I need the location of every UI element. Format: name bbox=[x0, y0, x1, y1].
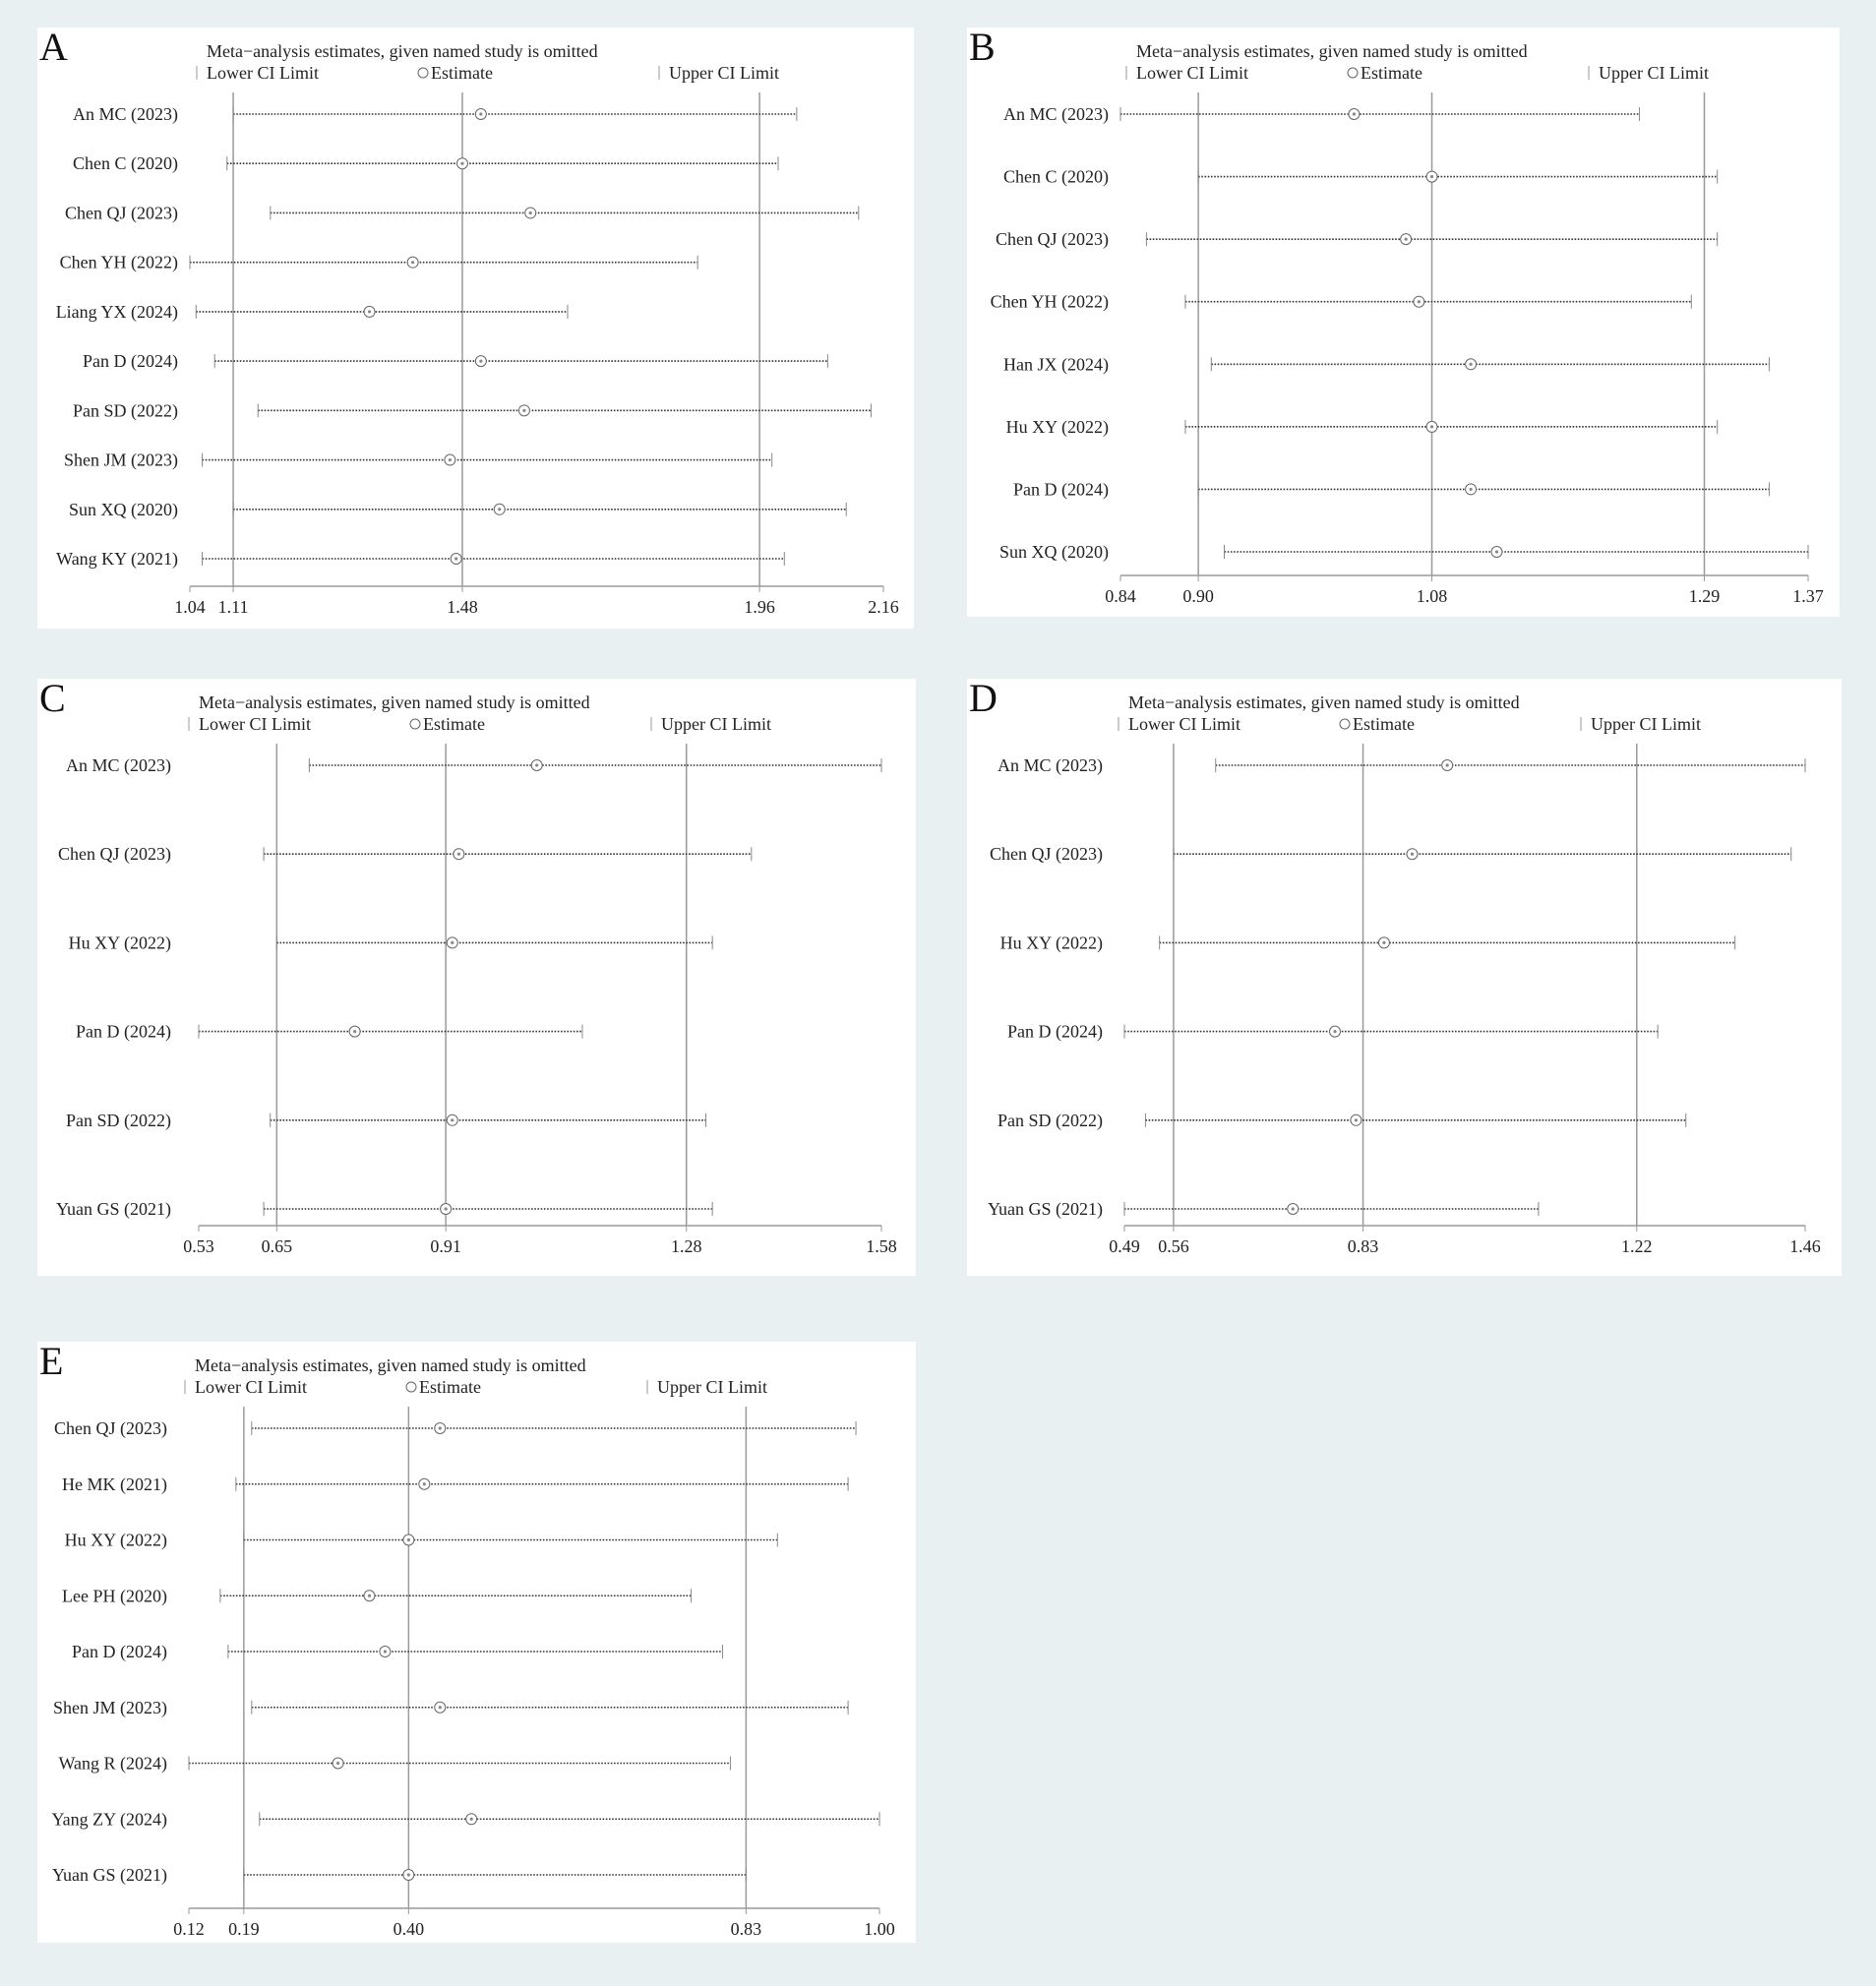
study-label: Pan SD (2022) bbox=[73, 400, 178, 421]
study-label: An MC (2023) bbox=[998, 755, 1103, 775]
plot-title: Meta−analysis estimates, given named study is omitted bbox=[1128, 692, 1520, 712]
panel-a bbox=[37, 25, 914, 629]
study-label: Pan D (2024) bbox=[76, 1021, 171, 1042]
x-tick-label: 0.91 bbox=[430, 1236, 461, 1256]
plot-title: Meta−analysis estimates, given named study is omitted bbox=[199, 692, 590, 712]
estimate-point-center bbox=[1430, 425, 1433, 428]
estimate-point-center bbox=[439, 1426, 442, 1429]
estimate-point-center bbox=[449, 458, 452, 461]
estimate-point-center bbox=[423, 1482, 426, 1485]
study-label: Pan D (2024) bbox=[1013, 479, 1109, 500]
legend-estimate-label: Estimate bbox=[423, 714, 485, 734]
x-tick-label: 0.19 bbox=[228, 1919, 260, 1939]
x-tick-label: 0.12 bbox=[173, 1919, 205, 1939]
plot-title: Meta−analysis estimates, given named study is omitted bbox=[207, 41, 598, 61]
legend-estimate-label: Estimate bbox=[419, 1377, 481, 1397]
estimate-point-center bbox=[1418, 300, 1421, 303]
panel-letter: E bbox=[39, 1339, 64, 1383]
study-label: Pan D (2024) bbox=[1007, 1021, 1103, 1042]
estimate-point-center bbox=[529, 211, 532, 214]
legend-estimate-label: Estimate bbox=[1353, 714, 1415, 734]
legend-estimate-marker bbox=[418, 68, 428, 78]
estimate-point-center bbox=[479, 112, 482, 115]
study-label: Yuan GS (2021) bbox=[988, 1199, 1103, 1219]
legend-upper-label: Upper CI Limit bbox=[661, 714, 771, 734]
study-label: Lee PH (2020) bbox=[62, 1586, 167, 1606]
legend-upper-label: Upper CI Limit bbox=[657, 1377, 767, 1397]
estimate-point-center bbox=[1405, 238, 1408, 241]
x-tick-label: 1.11 bbox=[217, 597, 249, 617]
forest-plot-b bbox=[967, 25, 1840, 617]
study-label: Sun XQ (2020) bbox=[999, 542, 1109, 562]
study-label: Sun XQ (2020) bbox=[69, 499, 178, 519]
x-tick-label: 1.28 bbox=[670, 1236, 702, 1256]
panel-d bbox=[967, 676, 1842, 1276]
plot-title: Meta−analysis estimates, given named study is omitted bbox=[195, 1355, 586, 1375]
legend-upper-label: Upper CI Limit bbox=[669, 63, 779, 83]
forest-plot-d bbox=[967, 676, 1842, 1276]
study-label: He MK (2021) bbox=[62, 1474, 167, 1494]
estimate-point-center bbox=[498, 508, 501, 511]
estimate-point-center bbox=[445, 1207, 448, 1210]
x-tick-label: 1.48 bbox=[447, 597, 478, 617]
x-tick-label: 1.46 bbox=[1789, 1236, 1821, 1256]
estimate-point-center bbox=[451, 941, 454, 944]
x-tick-label: 1.96 bbox=[744, 597, 775, 617]
estimate-point-center bbox=[353, 1030, 356, 1033]
x-tick-label: 0.83 bbox=[1347, 1236, 1379, 1256]
estimate-point-center bbox=[336, 1762, 339, 1765]
estimate-point-center bbox=[368, 1595, 371, 1597]
estimate-point-center bbox=[1469, 488, 1472, 491]
legend-lower-label: Lower CI Limit bbox=[207, 63, 319, 83]
legend-estimate-marker bbox=[1348, 68, 1358, 78]
legend-estimate-marker bbox=[410, 719, 420, 729]
estimate-point-center bbox=[407, 1873, 410, 1876]
estimate-point-center bbox=[1353, 112, 1356, 115]
study-label: Wang R (2024) bbox=[58, 1753, 167, 1774]
study-label: Chen QJ (2023) bbox=[996, 229, 1109, 250]
plot-title: Meta−analysis estimates, given named study is omitted bbox=[1136, 41, 1528, 61]
x-tick-label: 0.90 bbox=[1182, 586, 1214, 606]
x-tick-label: 1.22 bbox=[1621, 1236, 1653, 1256]
estimate-point-center bbox=[460, 162, 463, 165]
estimate-point-center bbox=[1495, 550, 1498, 553]
estimate-point-center bbox=[368, 310, 371, 313]
study-label: Han JX (2024) bbox=[1003, 354, 1109, 375]
panel-b bbox=[967, 25, 1840, 617]
estimate-point-center bbox=[1430, 175, 1433, 178]
legend-lower-label: Lower CI Limit bbox=[195, 1377, 307, 1397]
x-tick-label: 1.37 bbox=[1792, 586, 1824, 606]
x-tick-label: 1.08 bbox=[1416, 586, 1448, 606]
panel-letter: A bbox=[39, 25, 68, 69]
estimate-point-center bbox=[454, 557, 457, 560]
study-label: Chen QJ (2023) bbox=[65, 203, 178, 223]
study-label: Wang KY (2021) bbox=[56, 549, 178, 569]
forest-plot-e bbox=[37, 1339, 916, 1943]
x-tick-label: 0.40 bbox=[393, 1919, 425, 1939]
estimate-point-center bbox=[1446, 763, 1449, 766]
study-label: Shen JM (2023) bbox=[64, 450, 178, 470]
estimate-point-center bbox=[535, 763, 538, 766]
study-label: Chen QJ (2023) bbox=[54, 1418, 167, 1438]
panel-e bbox=[37, 1339, 916, 1943]
study-label: Chen YH (2022) bbox=[990, 291, 1109, 312]
study-label: Hu XY (2022) bbox=[999, 933, 1103, 953]
estimate-point-center bbox=[479, 360, 482, 363]
estimate-point-center bbox=[407, 1538, 410, 1541]
estimate-point-center bbox=[384, 1650, 387, 1653]
estimate-point-center bbox=[1292, 1207, 1295, 1210]
study-label: Pan D (2024) bbox=[72, 1642, 167, 1661]
study-label: An MC (2023) bbox=[73, 104, 178, 124]
x-tick-label: 1.04 bbox=[174, 597, 206, 617]
study-label: An MC (2023) bbox=[66, 755, 171, 775]
study-label: Yuan GS (2021) bbox=[52, 1865, 167, 1885]
x-tick-label: 1.29 bbox=[1688, 586, 1721, 606]
legend-estimate-marker bbox=[406, 1382, 416, 1392]
estimate-point-center bbox=[1355, 1118, 1358, 1121]
x-tick-label: 0.49 bbox=[1109, 1236, 1140, 1256]
estimate-point-center bbox=[1333, 1030, 1336, 1033]
x-tick-label: 1.00 bbox=[864, 1919, 895, 1939]
study-label: Hu XY (2022) bbox=[64, 1530, 167, 1550]
x-tick-label: 0.83 bbox=[730, 1919, 762, 1939]
estimate-point-center bbox=[1382, 941, 1385, 944]
study-label: Liang YX (2024) bbox=[55, 301, 178, 322]
legend-lower-label: Lower CI Limit bbox=[1136, 63, 1248, 83]
study-label: Chen QJ (2023) bbox=[58, 844, 171, 865]
x-tick-label: 1.58 bbox=[866, 1236, 897, 1256]
study-label: Yuan GS (2021) bbox=[56, 1199, 171, 1219]
study-label: Pan SD (2022) bbox=[66, 1110, 171, 1130]
study-label: An MC (2023) bbox=[1003, 104, 1109, 124]
study-label: Hu XY (2022) bbox=[68, 933, 171, 953]
x-tick-label: 0.84 bbox=[1105, 586, 1136, 606]
study-label: Yang ZY (2024) bbox=[51, 1809, 167, 1830]
estimate-point-center bbox=[522, 409, 525, 412]
forest-plot-c bbox=[37, 676, 916, 1276]
x-tick-label: 0.65 bbox=[261, 1236, 293, 1256]
study-label: Pan D (2024) bbox=[83, 351, 178, 372]
legend-lower-label: Lower CI Limit bbox=[199, 714, 311, 734]
legend-estimate-label: Estimate bbox=[1361, 63, 1422, 83]
legend-estimate-marker bbox=[1340, 719, 1350, 729]
study-label: Chen YH (2022) bbox=[59, 252, 178, 272]
panel-letter: C bbox=[39, 676, 66, 720]
legend-upper-label: Upper CI Limit bbox=[1599, 63, 1709, 83]
x-tick-label: 0.56 bbox=[1158, 1236, 1189, 1256]
x-tick-label: 0.53 bbox=[183, 1236, 214, 1256]
panel-letter: D bbox=[969, 676, 998, 720]
study-label: Chen QJ (2023) bbox=[990, 844, 1103, 865]
study-label: Hu XY (2022) bbox=[1005, 416, 1109, 437]
legend-lower-label: Lower CI Limit bbox=[1128, 714, 1241, 734]
estimate-point-center bbox=[1411, 853, 1414, 856]
study-label: Chen C (2020) bbox=[1003, 166, 1109, 187]
x-tick-label: 2.16 bbox=[868, 597, 899, 617]
study-label: Chen C (2020) bbox=[73, 153, 178, 174]
estimate-point-center bbox=[470, 1818, 473, 1821]
study-label: Pan SD (2022) bbox=[998, 1110, 1103, 1130]
panel-c bbox=[37, 676, 916, 1276]
estimate-point-center bbox=[439, 1706, 442, 1709]
panel-letter: B bbox=[969, 25, 996, 69]
legend-upper-label: Upper CI Limit bbox=[1591, 714, 1701, 734]
forest-plot-a bbox=[37, 25, 914, 629]
estimate-point-center bbox=[411, 261, 414, 264]
estimate-point-center bbox=[1469, 363, 1472, 366]
estimate-point-center bbox=[451, 1118, 454, 1121]
study-label: Shen JM (2023) bbox=[53, 1697, 167, 1717]
legend-estimate-label: Estimate bbox=[431, 63, 493, 83]
estimate-point-center bbox=[457, 853, 460, 856]
